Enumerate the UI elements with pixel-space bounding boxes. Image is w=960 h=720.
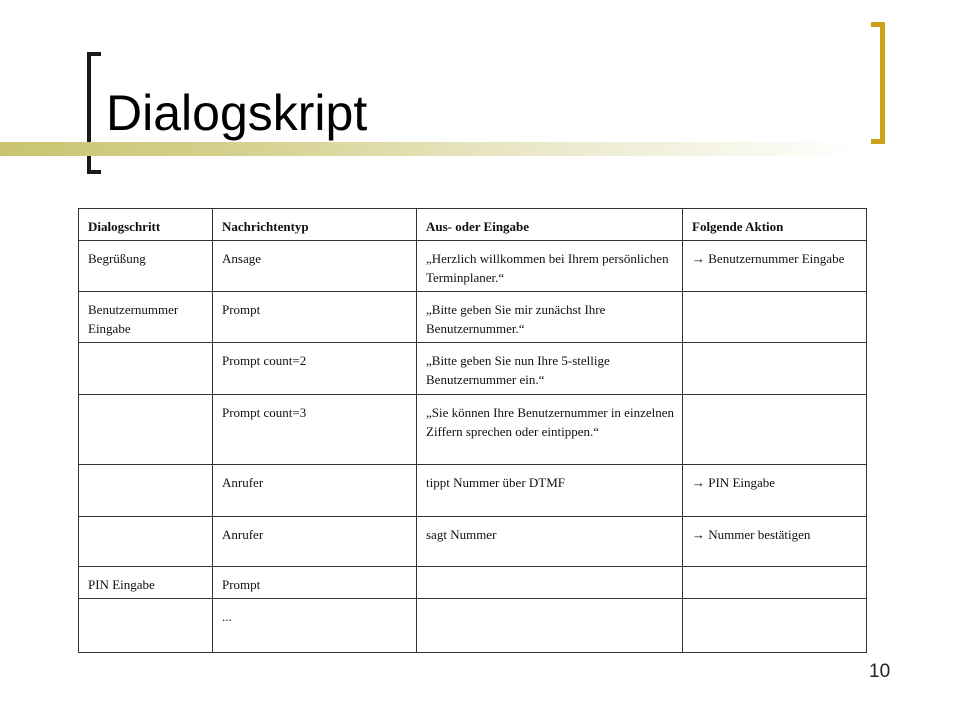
dialog-script-table [78, 208, 867, 653]
cell-step [79, 395, 213, 465]
table-row [79, 343, 867, 395]
cell-io: „Bitte geben Sie mir zunächst Ihre Benutzernummer.“ [417, 292, 683, 343]
cell-action [683, 395, 867, 465]
cell-io: sagt Nummer [417, 517, 683, 567]
cell-action [683, 292, 867, 343]
table-header-row [79, 209, 867, 241]
cell-step [79, 517, 213, 567]
table-row [79, 292, 867, 343]
cell-io: „Bitte geben Sie nun Ihre 5-stellige Benutzernummer ein.“ [417, 343, 683, 395]
table-row [79, 465, 867, 517]
header-aus-oder-eingabe: Aus- oder Eingabe [417, 209, 683, 241]
cell-step [79, 465, 213, 517]
cell-io: „Herzlich willkommen bei Ihrem persönlichen Terminplaner.“ [417, 241, 683, 292]
cell-action: → Nummer bestätigen [683, 517, 867, 567]
title-underline-bar [0, 142, 860, 156]
cell-type: Prompt count=3 [213, 395, 417, 465]
slide-title: Dialogskript [106, 85, 368, 141]
cell-step: Benutzernummer Eingabe [79, 292, 213, 343]
cell-action [683, 343, 867, 395]
page-number: 10 [869, 661, 891, 682]
cell-step: Begrüßung [79, 241, 213, 292]
cell-type: Anrufer [213, 465, 417, 517]
cell-action: → Benutzernummer Eingabe [683, 241, 867, 292]
cell-action [683, 599, 867, 653]
cell-io [417, 567, 683, 599]
cell-io: tippt Nummer über DTMF [417, 465, 683, 517]
cell-type: ... [213, 599, 417, 653]
cell-step: PIN Eingabe [79, 567, 213, 599]
cell-type: Prompt count=2 [213, 343, 417, 395]
cell-type: Prompt [213, 567, 417, 599]
cell-action [683, 567, 867, 599]
cell-type: Ansage [213, 241, 417, 292]
right-bracket-decoration [871, 22, 885, 144]
cell-step [79, 599, 213, 653]
table-row [79, 395, 867, 465]
cell-action: → PIN Eingabe [683, 465, 867, 517]
cell-io: „Sie können Ihre Benutzernummer in einzelnen Ziffern sprechen oder eintippen.“ [417, 395, 683, 465]
cell-type: Anrufer [213, 517, 417, 567]
header-nachrichtentyp: Nachrichtentyp [213, 209, 417, 241]
cell-step [79, 343, 213, 395]
cell-io [417, 599, 683, 653]
cell-type: Prompt [213, 292, 417, 343]
header-dialogschritt: Dialogschritt [79, 209, 213, 241]
table-row [79, 241, 867, 292]
header-folgende-aktion: Folgende Aktion [683, 209, 867, 241]
table-row [79, 517, 867, 567]
table-row [79, 567, 867, 599]
table-row [79, 599, 867, 653]
